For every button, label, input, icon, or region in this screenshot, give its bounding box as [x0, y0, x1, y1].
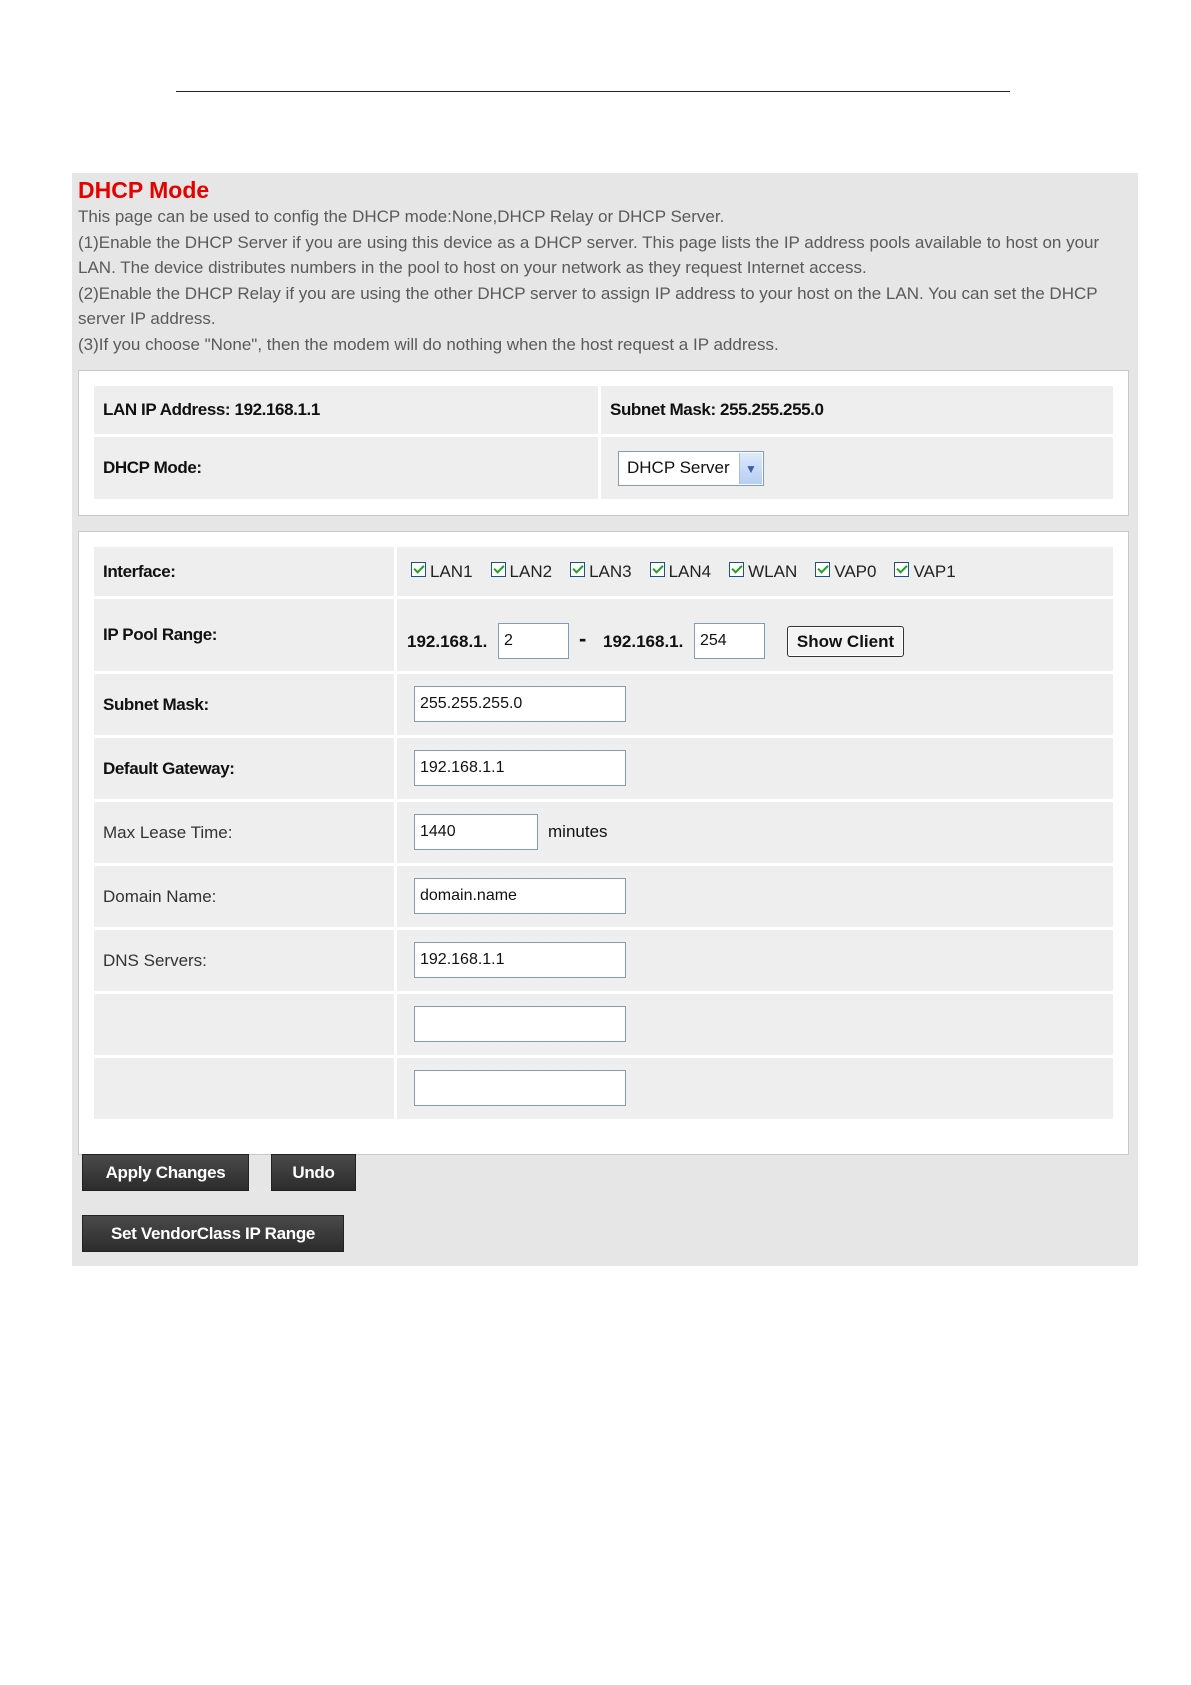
- dns3-label-cell: [94, 1058, 394, 1119]
- interface-label-cell: [94, 547, 394, 596]
- max-lease-label: Max Lease Time:: [103, 822, 233, 842]
- description-line: (2)Enable the DHCP Relay if you are using the other DHCP server to assign IP address to your host on the LAN. You can set the DHCP server IP address.: [78, 283, 1098, 328]
- dns-server-1-input[interactable]: 192.168.1.1: [414, 942, 626, 978]
- checkbox-checked-icon[interactable]: [650, 562, 665, 577]
- checkbox-checked-icon[interactable]: [491, 562, 506, 577]
- interface-checkbox-lan2[interactable]: [491, 562, 553, 582]
- lan-ip-cell: [94, 386, 598, 434]
- dns2-label-cell: [94, 994, 394, 1055]
- checkbox-checked-icon[interactable]: [894, 562, 909, 577]
- domain-value-cell: [397, 866, 1113, 927]
- checkbox-checked-icon[interactable]: [570, 562, 585, 577]
- checkbox-label: VAP0: [834, 561, 877, 581]
- checkbox-checked-icon[interactable]: [815, 562, 830, 577]
- subnet-info-cell: [601, 386, 1113, 434]
- dhcp-mode-label: DHCP Mode:: [103, 458, 202, 477]
- checkbox-label: LAN3: [589, 561, 632, 581]
- pool-label-cell: [94, 599, 394, 671]
- description-line: This page can be used to config the DHCP mode:None,DHCP Relay or DHCP Server.: [78, 207, 725, 226]
- dhcp-mode-label-cell: [94, 437, 598, 499]
- dns-server-3-input[interactable]: [414, 1070, 626, 1106]
- pool-range-label: IP Pool Range:: [103, 625, 218, 644]
- subnet-value-cell: [397, 674, 1113, 735]
- chevron-down-icon[interactable]: ▼: [739, 453, 762, 484]
- dns-servers-label: DNS Servers:: [103, 950, 207, 970]
- dhcp-mode-value-cell: [601, 437, 1113, 499]
- apply-changes-button[interactable]: Apply Changes: [82, 1154, 249, 1191]
- interface-checkbox-wlan[interactable]: [729, 562, 797, 582]
- lan-ip-label: LAN IP Address: 192.168.1.1: [103, 400, 320, 419]
- dhcp-mode-selected: DHCP Server: [627, 458, 730, 477]
- dns1-value-cell: [397, 930, 1113, 991]
- interface-label: Interface:: [103, 561, 176, 581]
- subnet-mask-label: Subnet Mask:: [103, 694, 209, 714]
- checkbox-checked-icon[interactable]: [411, 562, 426, 577]
- dns2-value-cell: [397, 994, 1113, 1055]
- page-title: DHCP Mode: [78, 177, 210, 203]
- lease-label-cell: [94, 802, 394, 863]
- pool-start-input[interactable]: 2: [498, 623, 569, 659]
- interface-checkbox-vap0[interactable]: [815, 562, 876, 582]
- page-description: [78, 204, 1133, 357]
- undo-button[interactable]: Undo: [271, 1154, 356, 1191]
- default-gateway-label: Default Gateway:: [103, 758, 235, 778]
- gateway-label-cell: [94, 738, 394, 799]
- description-line: (1)Enable the DHCP Server if you are using this device as a DHCP server. This page lists the IP address pools available to host on your LAN. The device distributes numbers in the pool to host on your network as they request Internet access.: [78, 232, 1100, 277]
- subnet-mask-input[interactable]: 255.255.255.0: [414, 686, 626, 722]
- pool-end-prefix: 192.168.1.: [603, 632, 684, 651]
- domain-name-input[interactable]: domain.name: [414, 878, 626, 914]
- interface-checkbox-lan3[interactable]: [570, 562, 632, 582]
- dns-label-cell: [94, 930, 394, 991]
- dhcp-server-box: [78, 531, 1129, 1155]
- dns-server-2-input[interactable]: [414, 1006, 626, 1042]
- domain-name-label: Domain Name:: [103, 886, 217, 906]
- lan-subnet-label: Subnet Mask: 255.255.255.0: [610, 400, 824, 419]
- checkbox-label: LAN4: [668, 561, 712, 581]
- default-gateway-input[interactable]: 192.168.1.1: [414, 750, 626, 786]
- subnet-label-cell: [94, 674, 394, 735]
- interface-value-cell: [397, 547, 1113, 596]
- pool-range-dash: -: [579, 626, 587, 651]
- top-rule: [176, 91, 1010, 92]
- gateway-value-cell: [397, 738, 1113, 799]
- checkbox-label: LAN1: [430, 561, 473, 581]
- show-client-button[interactable]: Show Client: [787, 626, 904, 657]
- interface-checkbox-vap1[interactable]: [894, 562, 955, 582]
- interface-checkbox-lan4[interactable]: [650, 562, 712, 582]
- lease-unit: minutes: [548, 822, 608, 841]
- interface-checkbox-lan1[interactable]: [411, 562, 473, 582]
- lan-info-box: [78, 370, 1129, 516]
- lease-value-cell: [397, 802, 1113, 863]
- dns3-value-cell: [397, 1058, 1113, 1119]
- set-vendorclass-button[interactable]: Set VendorClass IP Range: [82, 1215, 344, 1252]
- pool-end-input[interactable]: 254: [694, 623, 765, 659]
- dhcp-mode-select[interactable]: [618, 451, 764, 486]
- dhcp-panel: [72, 173, 1138, 1266]
- max-lease-input[interactable]: 1440: [414, 814, 538, 850]
- checkbox-label: WLAN: [748, 561, 798, 581]
- checkbox-label: LAN2: [509, 561, 553, 581]
- checkbox-checked-icon[interactable]: [729, 562, 744, 577]
- pool-value-cell: [397, 599, 1113, 671]
- domain-label-cell: [94, 866, 394, 927]
- interface-checkboxes: [397, 562, 974, 582]
- checkbox-label: VAP1: [913, 561, 956, 581]
- pool-start-prefix: 192.168.1.: [407, 632, 488, 651]
- description-line: (3)If you choose "None", then the modem will do nothing when the host request a IP address.: [78, 334, 779, 354]
